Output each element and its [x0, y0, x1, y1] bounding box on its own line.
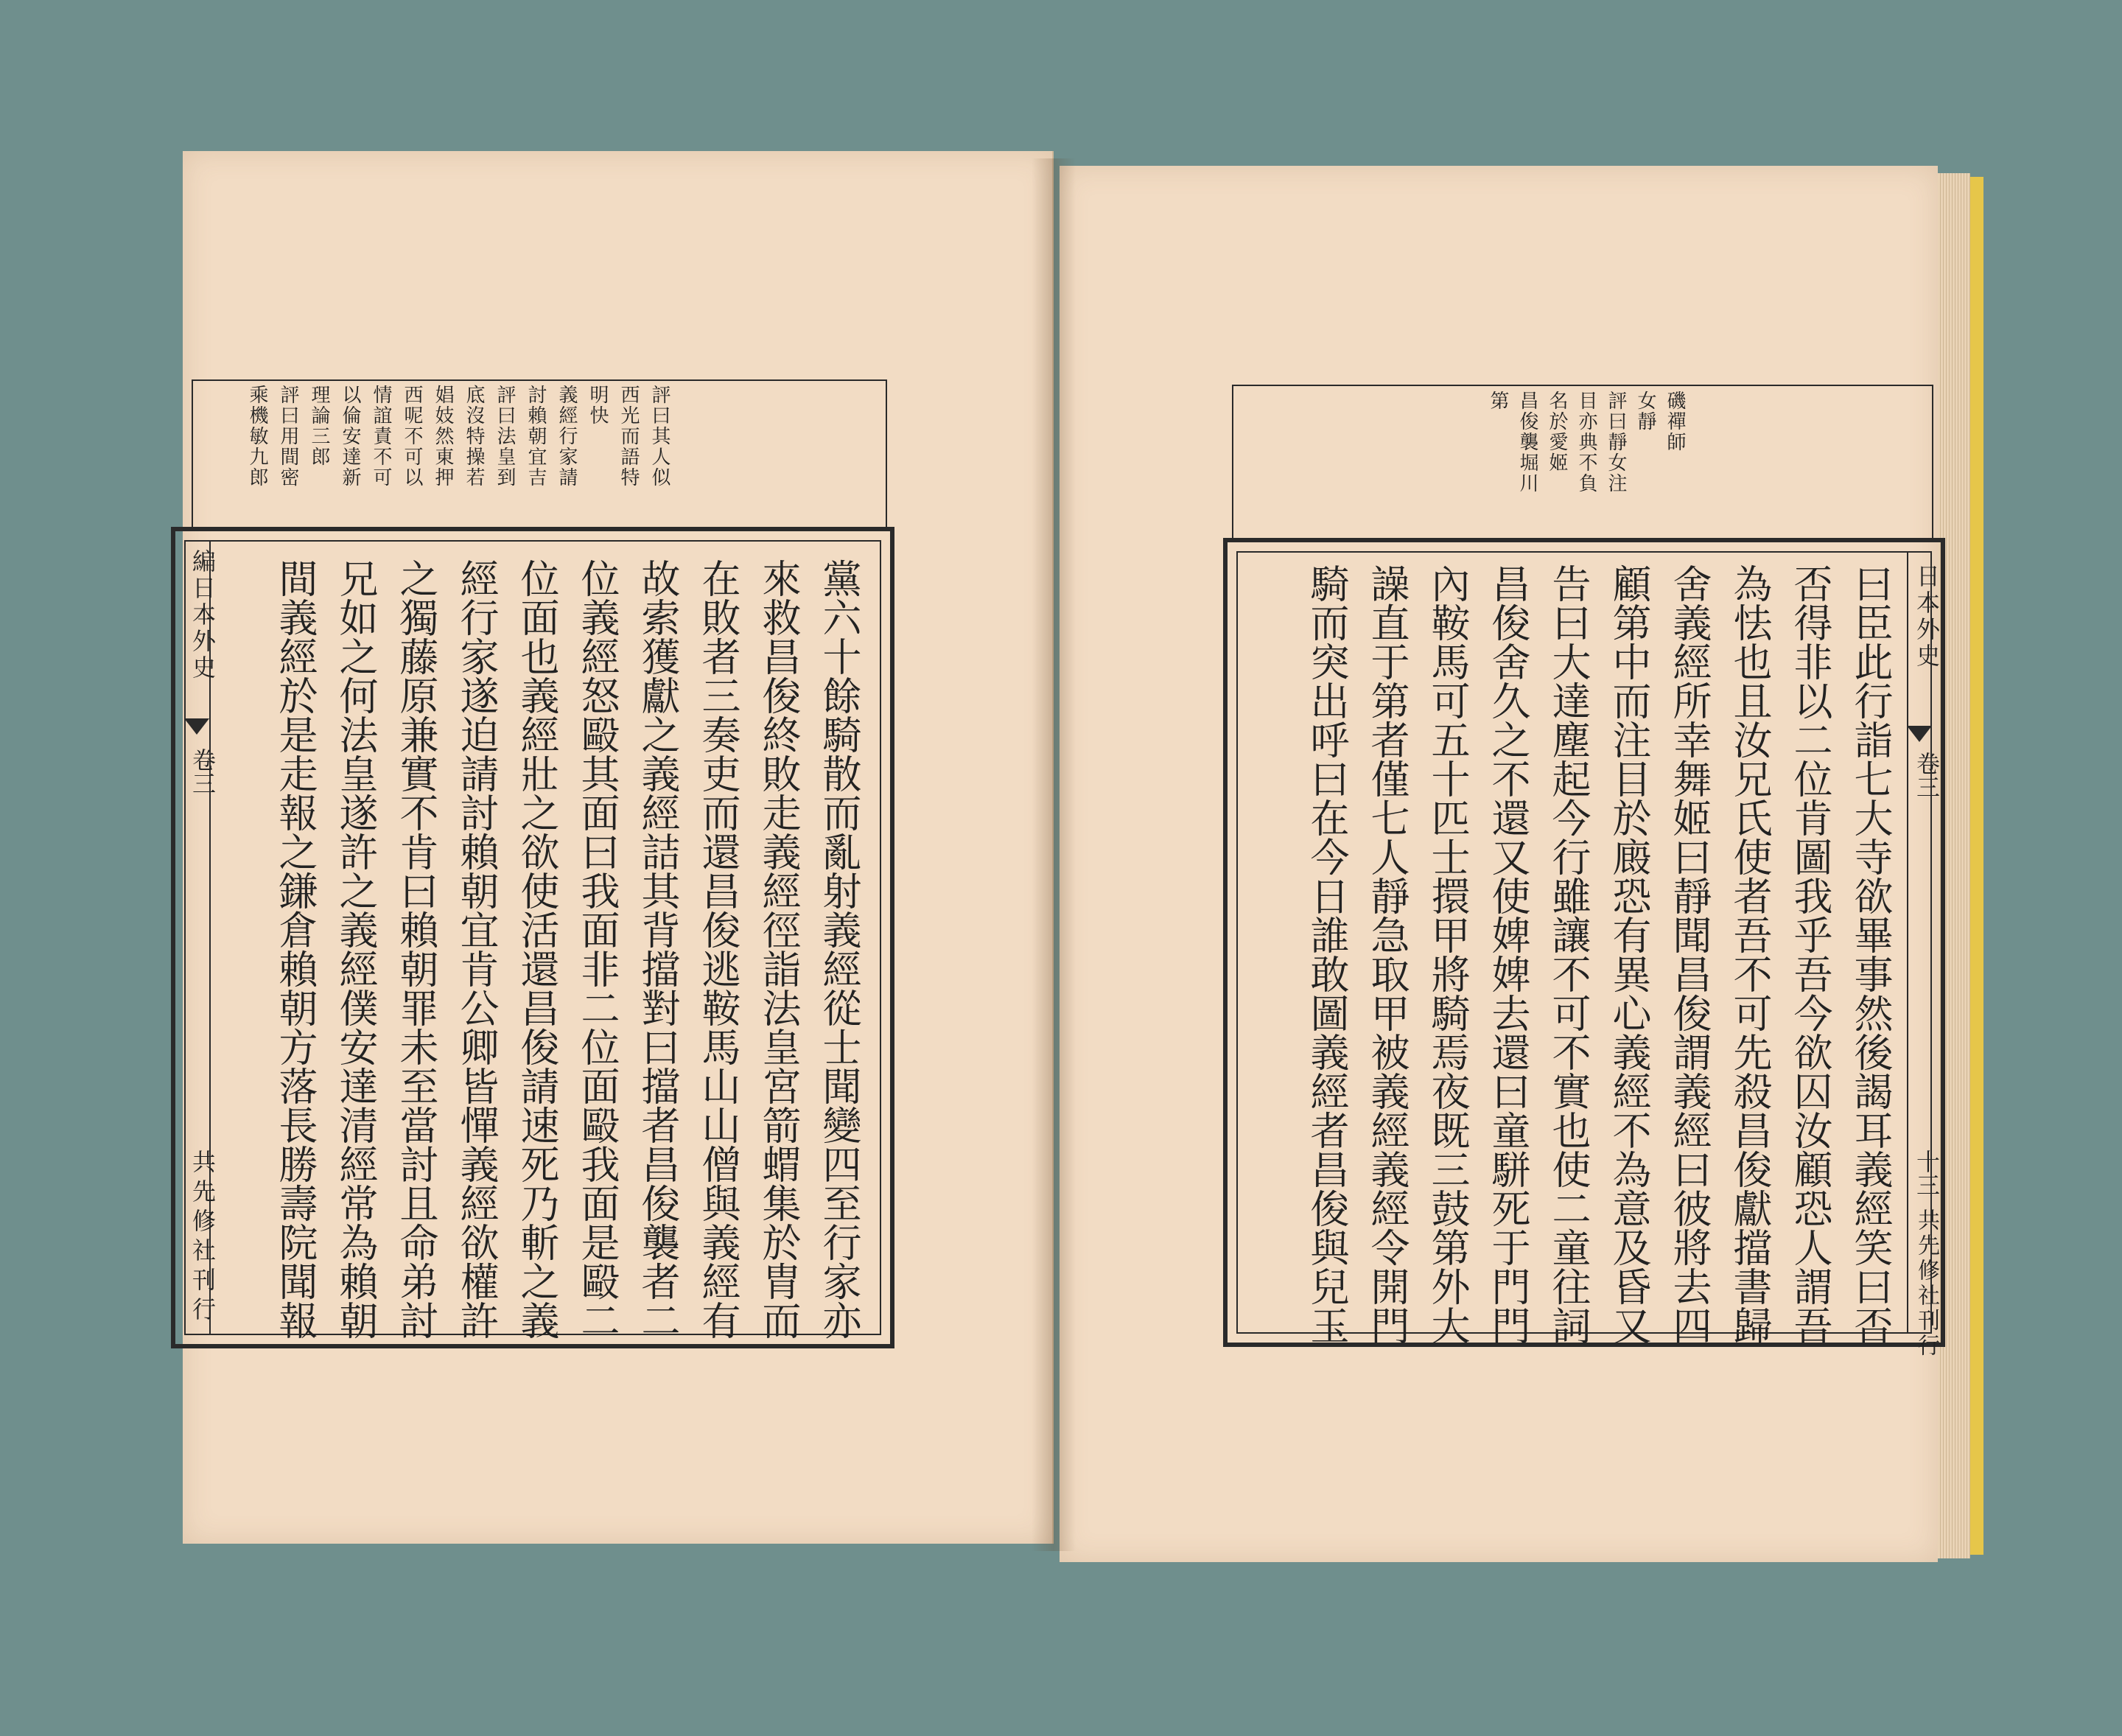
text-column: 騎而突出呼曰在今日誰敢圖義經者昌俊與兒玉 [1304, 564, 1349, 1345]
text-column: 來救昌俊終敗走義經徑詣法皇宮箭蝟集於胄而 [756, 559, 801, 1340]
header-note-column: 磯禪師 [1664, 391, 1686, 452]
left-margin-publisher: 共先修社刊行 [189, 1149, 217, 1326]
header-note-column: 乘機敏九郎 [246, 385, 268, 488]
header-note-column: 情誼責不可 [370, 385, 392, 488]
header-note-column: 評曰靜女注 [1605, 391, 1627, 494]
text-column: 位義經怒毆其面曰我面非二位面毆我面是毆二 [575, 559, 620, 1340]
left-margin-title: 編日本外史 [189, 549, 217, 682]
header-note-column: 第 [1487, 391, 1509, 411]
header-note-column: 女靜 [1634, 391, 1656, 432]
right-fish-tail-mark [1907, 726, 1932, 742]
book-gutter [1032, 158, 1076, 1551]
text-column: 在敗者三奏吏而還昌俊逃鞍馬山山僧與義經有 [696, 559, 740, 1340]
header-note-column: 底沒特操若 [463, 385, 485, 488]
header-note-column: 義經行家請 [556, 385, 578, 488]
header-note-column: 西光而語特 [617, 385, 640, 488]
text-column: 經行家遂迫請討賴朝宜肯公卿皆憚義經欲權許 [454, 559, 499, 1340]
header-note-column: 評曰其人似 [648, 385, 670, 488]
text-column: 之獨藤原兼實不肯曰賴朝罪未至當討且命弟討 [393, 559, 438, 1340]
text-column: 舍義經所幸舞姬曰靜聞昌俊謂義經曰彼將去四 [1667, 564, 1712, 1345]
text-column: 否得非以二位肯圖我乎吾今欲囚汝顧恐人謂吾 [1787, 564, 1832, 1345]
header-note-column: 評曰法皇到 [494, 385, 516, 488]
text-column: 昌俊舍久之不還又使婢婢去還曰童駢死于門門 [1485, 564, 1530, 1345]
header-note-column: 目亦典不負 [1575, 391, 1597, 494]
text-column: 內鞍馬可五十匹士擐甲將騎焉夜既三鼓第外大 [1425, 564, 1470, 1345]
text-column: 故索獲獻之義經詰其背擋對曰擋者昌俊襲者二 [635, 559, 680, 1340]
left-fish-tail-mark [184, 718, 209, 735]
header-note-column: 以倫安達新 [339, 385, 361, 488]
header-note-column: 評曰用間密 [277, 385, 299, 488]
header-note-column: 名於愛姬 [1546, 391, 1568, 473]
text-column: 位面也義經壯之欲使活還昌俊請速死乃斬之義 [514, 559, 559, 1340]
text-column: 為怯也且汝兄氏使者吾不可先殺昌俊獻擋書歸 [1727, 564, 1772, 1345]
text-column: 間義經於是走報之鎌倉賴朝方落長勝壽院聞報 [273, 559, 318, 1340]
text-column: 顧第中而注目於廄恐有異心義經不為意及昏又 [1606, 564, 1651, 1345]
header-note-column: 理論三郎 [308, 385, 330, 467]
right-margin-volume: 卷三 [1913, 752, 1941, 799]
right-margin-publisher: 共先修社刊行 [1913, 1208, 1939, 1359]
header-note-column: 明快 [586, 385, 609, 426]
text-column: 告曰大達塵起今行雖讓不可不實也使二童往詞 [1546, 564, 1591, 1345]
header-note-column: 西呢不可以 [401, 385, 423, 488]
right-margin-title: 日本外史 [1913, 564, 1941, 670]
left-margin-volume: 卷三 [189, 748, 217, 795]
right-margin-page-number: 十三 [1913, 1149, 1941, 1197]
text-column: 曰臣此行詣七大寺欲畢事然後謁耳義經笑曰否 [1848, 564, 1893, 1345]
text-column: 黨六十餘騎散而亂射義經從士聞變四至行家亦 [816, 559, 861, 1340]
book-cover-edge [1970, 177, 1983, 1555]
text-column: 兄如之何法皇遂許之義經僕安達清經常為賴朝 [333, 559, 378, 1340]
header-note-column: 討賴朝宜吉 [525, 385, 547, 488]
header-note-column: 娼妓然東押 [432, 385, 454, 488]
header-note-column: 昌俊襲堀川 [1516, 391, 1538, 494]
text-column: 譟直于第者僅七人靜急取甲被義經義經令開門 [1365, 564, 1410, 1345]
